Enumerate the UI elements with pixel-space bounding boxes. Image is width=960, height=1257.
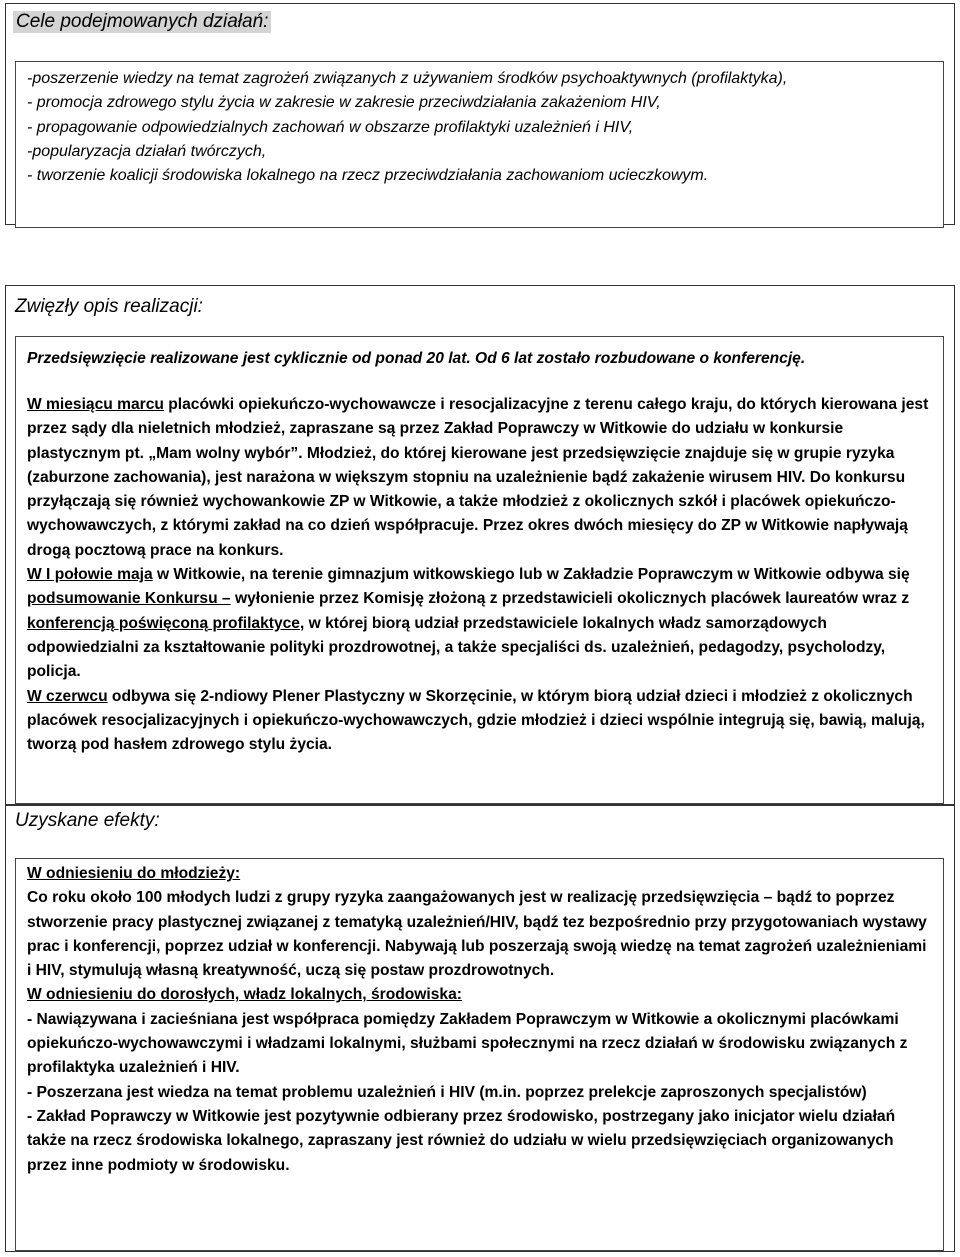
goals-heading: Cele podejmowanych działań:: [13, 11, 271, 33]
date-march: W miesiącu marcu: [27, 396, 164, 413]
youth-heading: W odniesieniu do młodzieży:: [27, 865, 241, 882]
contest-summary: podsumowanie Konkursu –: [27, 590, 231, 608]
goal-item: - tworzenie koalicji środowiska lokalnego na rzecz przeciwdziałania zachowaniom ucieczkowym.: [27, 167, 709, 185]
goals-box: [15, 61, 944, 228]
goals-list: [27, 67, 935, 188]
description-body: [27, 393, 935, 757]
adults-item: - Poszerzana jest wiedza na temat problemu uzależnień i HIV (m.in. poprzez prelekcje zaproszonych specjalistów): [27, 1083, 867, 1101]
goal-item: - propagowanie odpowiedzialnych zachowań w obszarze profilaktyki uzależnień i HIV,: [27, 118, 634, 136]
goal-item: - promocja zdrowego stylu życia w zakresie w zakresie przeciwdziałania zakażeniom HIV,: [27, 94, 661, 112]
youth-text: Co roku około 100 młodych ludzi z grupy ryzyka zaangażowanych jest w realizację przedsięwzięcia – bądź to poprzez stworzenie pracy plastycznej związanej z tematyką uzależnień/HIV, bądź tez bezpośrednio przy przygotowaniach wystawy prac i konferencji, poprzez udział w konferencji. Nabywają lub poszerzają swoją wiedzę na temat zagrożeń uzależnieniami i HIV, stymulują własną kreatywność, uczą się postaw prozdrowotnych.: [27, 889, 927, 980]
effects-heading: Uzyskane efekty:: [15, 810, 160, 831]
effects-body: [27, 862, 935, 1178]
description-heading: Zwięzły opis realizacji:: [15, 296, 203, 317]
description-section: [5, 285, 955, 805]
goal-item: -poszerzenie wiedzy na temat zagrożeń związanych z używaniem środków psychoaktywnych (profilaktyka),: [27, 70, 788, 87]
adults-item: - Nawiązywana i zacieśniana jest współpraca pomiędzy Zakładem Poprawczym w Witkowie a okolicznymi placówkami opiekuńczo-wychowawczymi i władzami lokalnymi, służbami społecznymi na rzecz działań w środowisku związanych z profilaktyka uzależnień i HIV.: [27, 1010, 908, 1077]
description-box: [15, 336, 944, 804]
description-intro: Przedsięwzięcie realizowane jest cyklicznie od ponad 20 lat. Od 6 lat zostało rozbudowane o konferencję.: [27, 350, 806, 367]
effects-box: [15, 858, 944, 1251]
description-paragraph-june: W czerwcu odbywa się 2-ndiowy Plener Plastyczny w Skorzęcinie, w którym biorą udział dzieci i młodzież z okolicznych placówek resocjalizacyjnych i opiekuńczo-wychowawczych, gdzie młodzież i dzieci wspólnie integrują się, bawią, malują, tworzą pod hasłem zdrowego stylu życia.: [27, 687, 925, 754]
effects-section: [5, 805, 955, 1252]
goal-item: -popularyzacja działań twórczych,: [27, 142, 267, 160]
adults-heading: W odniesieniu do dorosłych, władz lokalnych, środowiska:: [27, 986, 462, 1004]
prevention-conference: konferencją poświęconą profilaktyce: [27, 614, 300, 632]
date-may: W I połowie maja: [27, 566, 153, 584]
goals-section: [5, 3, 955, 225]
date-june: W czerwcu: [27, 687, 108, 705]
adults-item: - Zakład Poprawczy w Witkowie jest pozytywnie odbierany przez środowisko, postrzegany jako inicjator wielu działań także na rzecz środowiska lokalnego, zapraszany jest również do udziału w wielu przedsięwzięciach organizowanych przez inne podmioty w środowisku.: [27, 1107, 896, 1174]
description-paragraph-march: W miesiącu marcu placówki opiekuńczo-wychowawcze i resocjalizacyjne z terenu całego kraju, do których kierowana jest przez sądy dla nieletnich młodzież, zapraszane są przez Zakład Poprawczy w Witkowie do udziału w konkursie plastycznym pt. „Mam wolny wybór”. Młodzież, do której kierowane jest przedsięwzięcie znajduje się w grupie ryzyka (zaburzone zachowania), jest narażona w większym stopniu na uzależnienie bądź zakażenie wirusem HIV. Do konkursu przyłączają się również wychowankowie ZP w Witkowie, a także młodzież z okolicznych szkół i placówek opiekuńczo-wychowawczych, z którymi zakład na co dzień współpracuje. Przez okres dwóch miesięcy do ZP w Witkowie napływają drogą pocztową prace na konkurs.: [27, 396, 929, 559]
description-paragraph-may: W I połowie maja w Witkowie, na terenie gimnazjum witkowskiego lub w Zakładzie Poprawczym w Witkowie odbywa się podsumowanie Konkursu – wyłonienie przez Komisję złożoną z przedstawicieli okolicznych placówek laureatów wraz z konferencją poświęconą profilaktyce, w której biorą udział przedstawiciele lokalnych władz samorządowych odpowiedzialni za kształtowanie polityki prozdrowotnej, a także specjaliści ds. uzależnień, pedagodzy, psycholodzy, policja.: [27, 566, 910, 681]
